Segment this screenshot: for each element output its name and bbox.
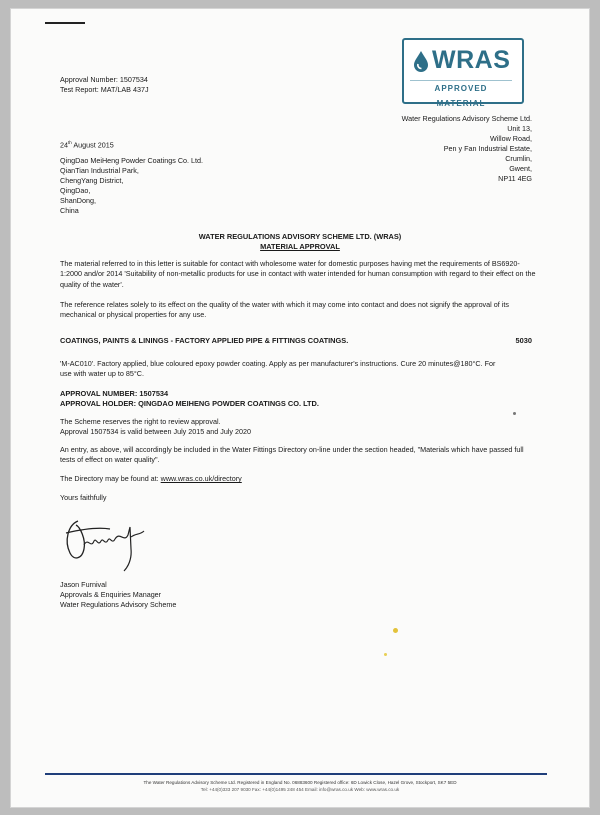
category-code: 5030: [515, 336, 532, 345]
sender-line: NP11 4EG: [498, 174, 532, 183]
scan-speck: [393, 628, 398, 633]
letter-title: WATER REGULATIONS ADVISORY SCHEME LTD. (WRAS): [198, 232, 402, 241]
closing: Yours faithfully: [60, 493, 107, 502]
recipient-line: ChengYang District,: [60, 176, 124, 185]
sender-line: Crumlin,: [505, 154, 532, 163]
category-label: COATINGS, PAINTS & LININGS - FACTORY APPLIED PIPE & FITTINGS COATINGS.: [60, 336, 349, 345]
approval-number-ref: Approval Number: 1507534: [60, 75, 148, 84]
date-day: 24: [60, 140, 68, 150]
approval-holder: APPROVAL HOLDER: QINGDAO MEIHENG POWDER COATINGS CO. LTD.: [60, 399, 319, 408]
date-rest: August 2015: [71, 140, 114, 150]
review-note: The Scheme reserves the right to review approval.: [60, 417, 221, 426]
recipient-line: QingDao,: [60, 186, 91, 195]
signatory-title: Approvals & Enquiries Manager: [60, 590, 162, 599]
logo-wordmark: WRAS: [432, 46, 511, 74]
sender-line: Unit 13,: [507, 124, 532, 133]
scan-speck: [384, 653, 387, 656]
sender-line: Water Regulations Advisory Scheme Ltd.: [401, 114, 532, 123]
logo-tagline: APPROVED MATERIAL: [410, 80, 512, 96]
directory-location: [60, 474, 242, 484]
scan-speck: [513, 412, 516, 415]
suitability-paragraph: The material referred to in this letter is suitable for contact with wholesome water for domestic purposes having met the requirements of BS6920-1:2000 and/or 2014 'Suitability of non-metallic products for use in contact with water intended for human consumption with regard to their effect on the quality of the water'.: [60, 259, 536, 289]
letter-page: [10, 8, 590, 808]
sender-line: Pen y Fan Industrial Estate,: [443, 144, 532, 153]
signatory-name: Jason Furnival: [60, 580, 107, 589]
recipient-line: China: [60, 206, 79, 215]
footer-registration: The Water Regulations Advisory Scheme Ltd. Registered in England No. 06883600 Registered office: 6D Lowick Close, Hazel Grove, Stockport, SK7 5ED: [143, 780, 457, 785]
validity-note: Approval 1507534 is valid between July 2015 and July 2020: [60, 427, 252, 436]
directory-entry: An entry, as above, will accordingly be included in the Water Fittings Directory on-line under the section headed, "Materials which have passed full tests of effect on water quality".: [60, 445, 524, 465]
punch-mark: [45, 22, 85, 24]
footer-contact: Tel: +44(0)333 207 9030 Fax: +44(0)1495 248 454 Email: info@wras.co.uk Web: www.wras.co.uk: [200, 787, 400, 792]
reference-paragraph: The reference relates solely to its effect on the quality of the water with which it may come into contact and does not signify the approval of its mechanical or physical properties for any use.: [60, 300, 509, 320]
letter-subtitle-wrap: [10, 242, 590, 252]
directory-prefix: The Directory may be found at:: [60, 474, 161, 483]
signatory-org: Water Regulations Advisory Scheme: [60, 600, 177, 609]
water-drop-icon: [413, 50, 429, 72]
signature-graphic: [58, 513, 153, 575]
approval-number: APPROVAL NUMBER: 1507534: [60, 389, 169, 398]
footer-rule: [45, 773, 547, 775]
letter-subtitle: MATERIAL APPROVAL: [260, 242, 340, 251]
test-report-ref: Test Report: MAT/LAB 437J: [60, 85, 149, 94]
recipient-line: QianTian Industrial Park,: [60, 166, 139, 175]
product-description: 'M-AC010'. Factory applied, blue coloured epoxy powder coating. Apply as per manufacturer's instructions. Cure 20 minutes@180°C. For use with water up to 85°C.: [60, 359, 496, 379]
directory-link[interactable]: www.wras.co.uk/directory: [160, 474, 242, 483]
date-suffix: th: [68, 140, 72, 145]
sender-line: Gwent,: [509, 164, 532, 173]
letter-date: [60, 138, 114, 150]
recipient-line: ShanDong,: [60, 196, 96, 205]
wras-logo: [402, 38, 524, 108]
recipient-line: QingDao MeiHeng Powder Coatings Co. Ltd.: [60, 156, 204, 165]
sender-line: Willow Road,: [490, 134, 532, 143]
